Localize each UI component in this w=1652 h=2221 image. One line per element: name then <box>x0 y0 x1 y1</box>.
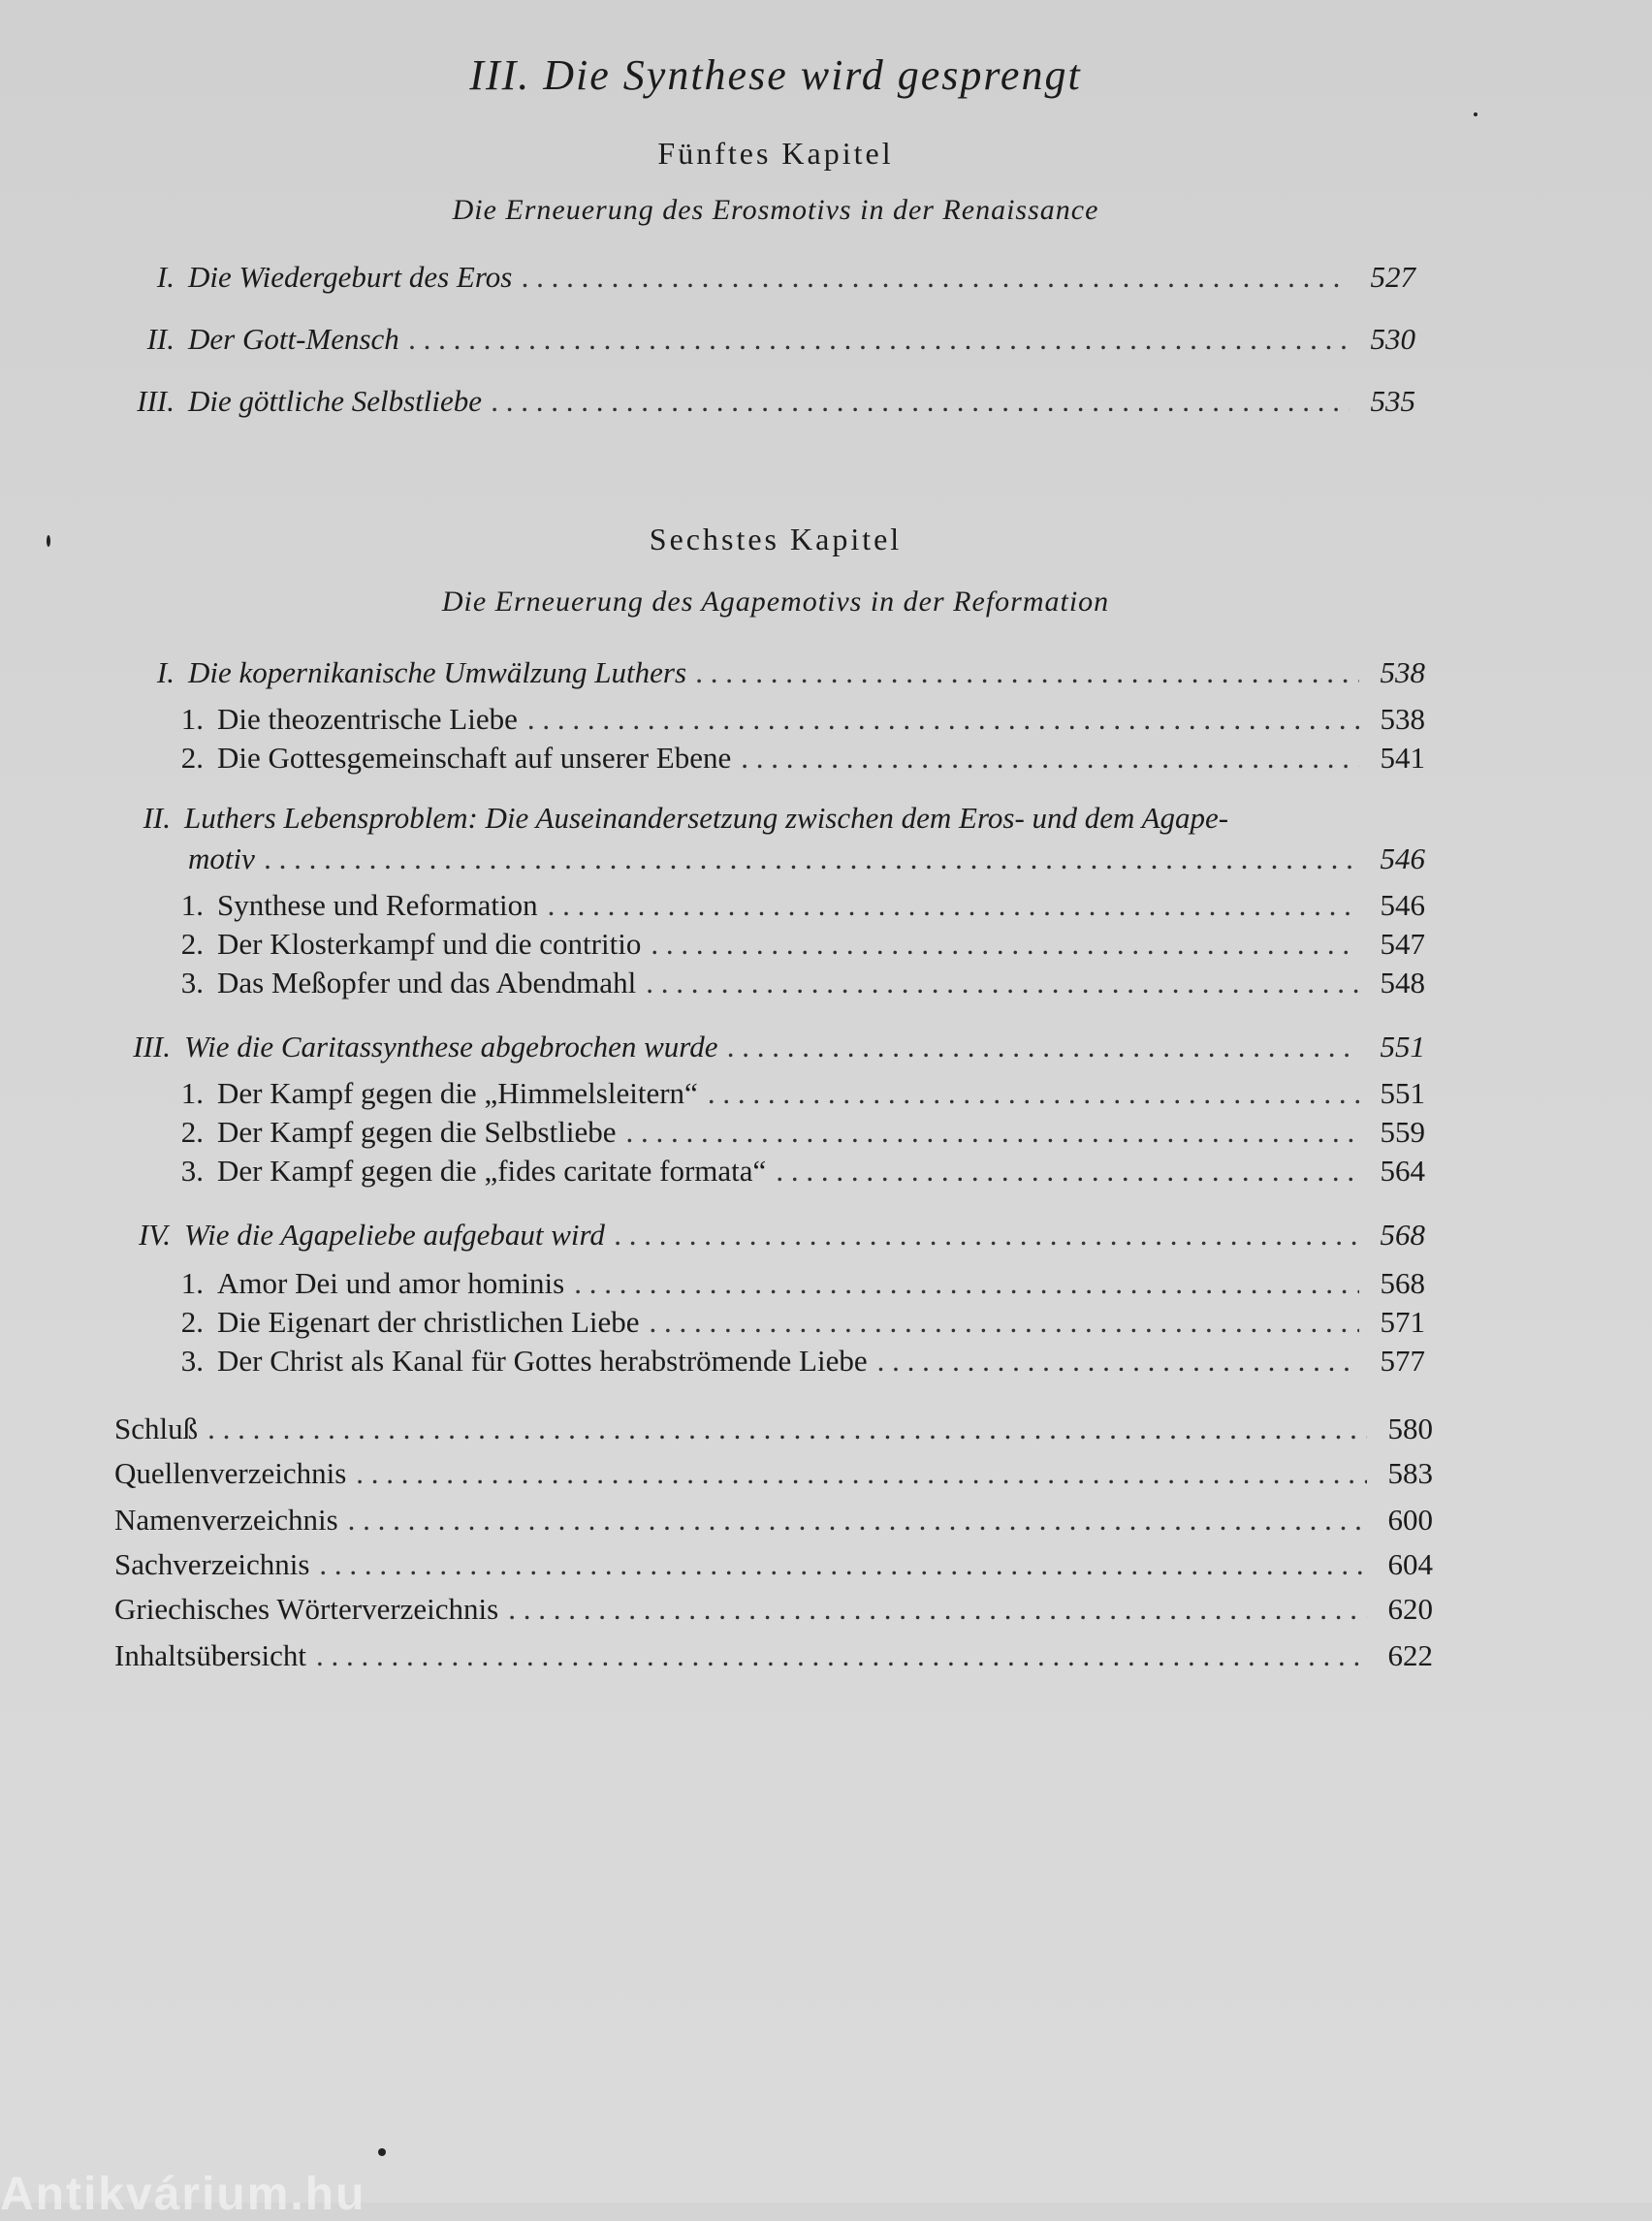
toc-section-line1: II. Luthers Lebensproblem: Die Auseinandersetzung zwischen dem Eros- und dem Agape- <box>143 801 1229 835</box>
chapter6-subtitle: Die Erneuerung des Agapemotivs in der Reformation <box>441 586 1110 618</box>
toc-subentry: 3. Der Kampf gegen die „fides caritate formata“ . . . 564 <box>165 1154 1425 1189</box>
toc-subentry: 3. Das Meßopfer und das Abendmahl . . . 548 <box>165 966 1425 1000</box>
chapter5-subtitle: Die Erneuerung des Erosmotivs in der Renaissance <box>452 194 1099 226</box>
toc-backmatter: Namenverzeichnis . . . 600 <box>114 1503 1433 1538</box>
toc-section-line2: motiv . . . 546 <box>188 841 1425 876</box>
paper-speck <box>1474 112 1477 116</box>
toc-entry: III. Die göttliche Selbstliebe . . . 535 <box>107 384 1415 419</box>
toc-entry: I. Die Wiedergeburt des Eros . . . 527 <box>107 260 1415 295</box>
toc-subentry: 2. Der Kampf gegen die Selbstliebe . . . 559 <box>165 1115 1425 1150</box>
toc-subentry: 2. Der Klosterkampf und die contritio . . . 547 <box>165 927 1425 962</box>
chapter6-title: Sechstes Kapitel <box>649 522 903 556</box>
watermark: Antikvárium.hu <box>0 2169 366 2220</box>
part-title: III. Die Synthese wird gesprengt <box>469 51 1082 99</box>
chapter5-title: Fünftes Kapitel <box>657 136 894 171</box>
toc-section: I. Die kopernikanische Umwälzung Luthers . . . 538 <box>107 655 1425 690</box>
paper-speck <box>378 2148 386 2156</box>
toc-subentry: 3. Der Christ als Kanal für Gottes herabströmende Liebe . . . 577 <box>165 1344 1425 1379</box>
toc-backmatter: Sachverzeichnis . . . 604 <box>114 1547 1433 1582</box>
toc-subentry: 1. Amor Dei und amor hominis . . . 568 <box>165 1266 1425 1301</box>
paper-speck <box>47 535 50 547</box>
toc-subentry: 2. Die Gottesgemeinschaft auf unserer Ebene . . . 541 <box>165 741 1425 776</box>
toc-subentry: 1. Der Kampf gegen die „Himmelsleitern“ . . . 551 <box>165 1076 1425 1111</box>
toc-entry: II. Der Gott-Mensch . . . 530 <box>107 322 1415 357</box>
toc-section: IV. Wie die Agapeliebe aufgebaut wird . . . 568 <box>103 1218 1425 1253</box>
toc-subentry: 2. Die Eigenart der christlichen Liebe . . . 571 <box>165 1305 1425 1340</box>
toc-backmatter: Griechisches Wörterverzeichnis . . . 620 <box>114 1592 1433 1627</box>
toc-backmatter: Schluß . . . 580 <box>114 1412 1433 1446</box>
toc-subentry: 1. Synthese und Reformation . . . 546 <box>165 888 1425 923</box>
toc-subentry: 1. Die theozentrische Liebe . . . 538 <box>165 702 1425 737</box>
toc-section: III. Wie die Caritassynthese abgebrochen wurde . . . 551 <box>103 1030 1425 1064</box>
toc-backmatter: Quellenverzeichnis . . . 583 <box>114 1456 1433 1491</box>
toc-backmatter: Inhaltsübersicht . . . 622 <box>114 1638 1433 1673</box>
